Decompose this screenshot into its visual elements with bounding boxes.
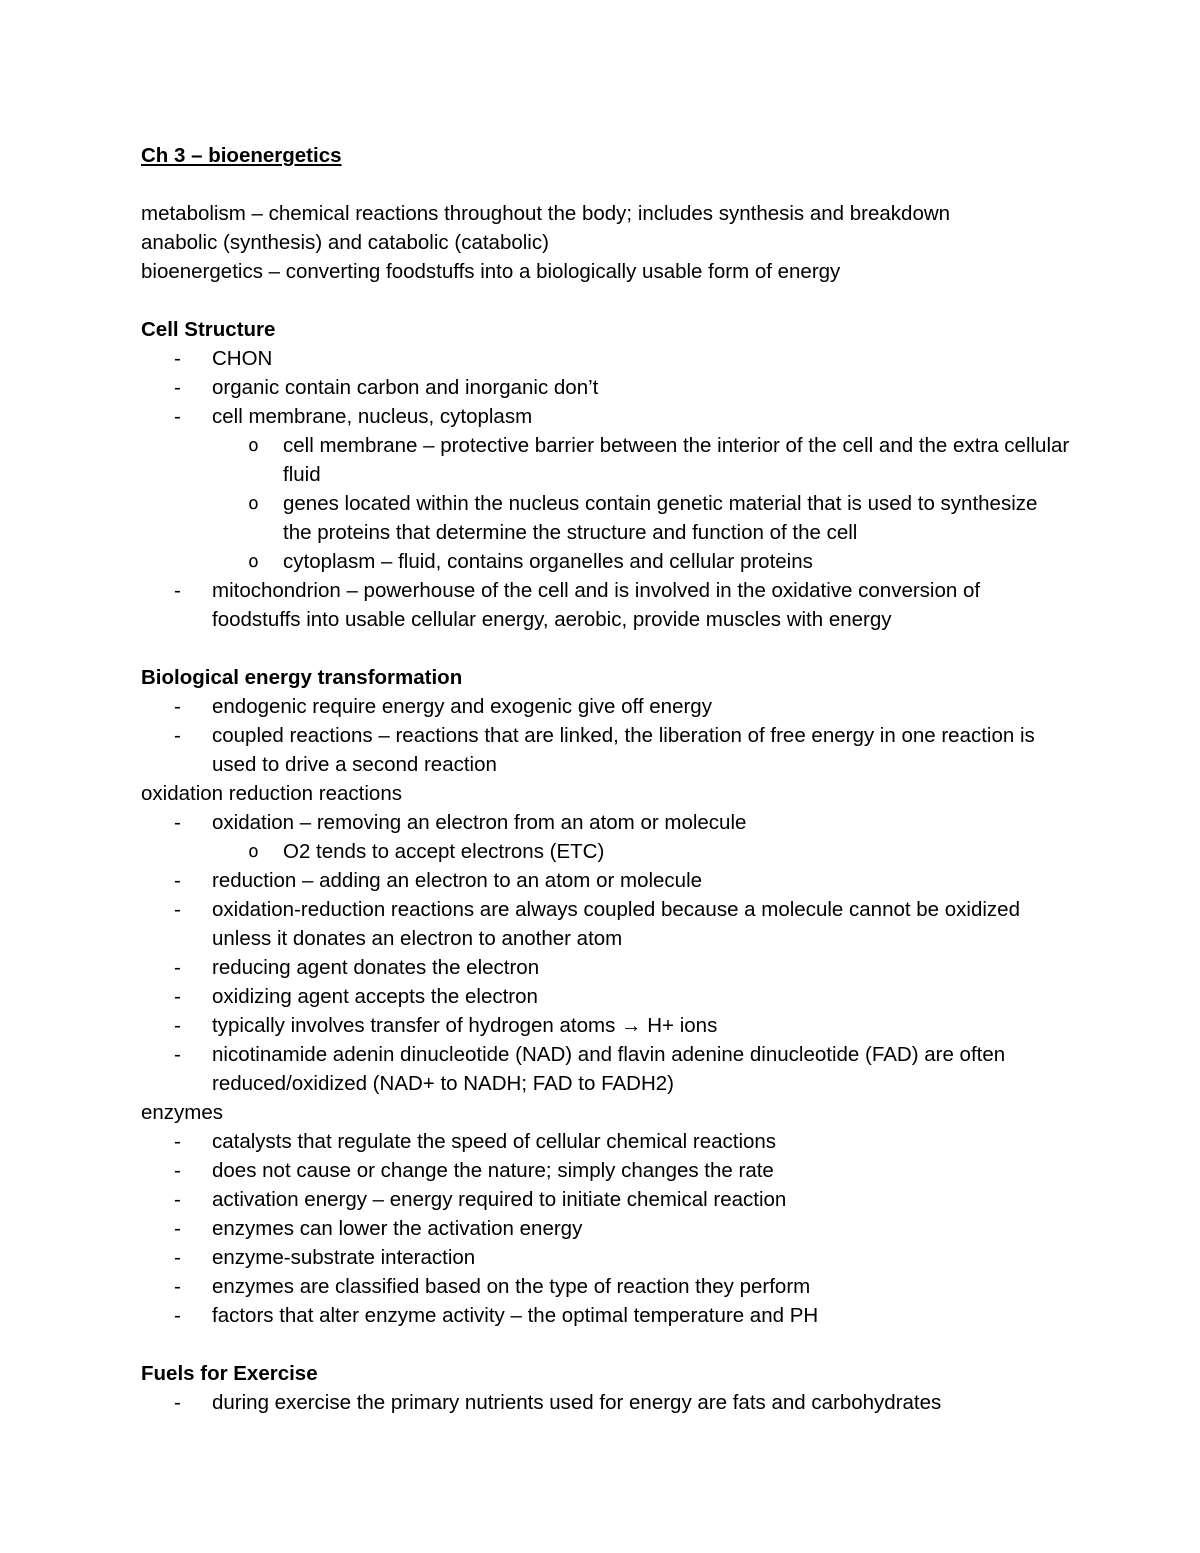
- circle-bullet: o: [248, 551, 259, 572]
- dash-bullet: -: [174, 956, 181, 979]
- dash-bullet: -: [174, 1304, 181, 1327]
- dash-bullet: -: [174, 1391, 181, 1414]
- dash-bullet: -: [174, 1043, 181, 1066]
- intro-line-anabolic: anabolic (synthesis) and catabolic (catabolic): [141, 231, 549, 254]
- dash-bullet: -: [174, 1188, 181, 1211]
- sub-list-item: o cytoplasm – fluid, contains organelles and cellular proteins: [141, 547, 1071, 576]
- list-item: - during exercise the primary nutrients used for energy are fats and carbohydrates: [141, 1388, 1071, 1417]
- intro-line-bioenergetics: bioenergetics – converting foodstuffs into a biologically usable form of energy: [141, 260, 841, 283]
- sub-list-item: o cell membrane – protective barrier between the interior of the cell and the extra cellular fluid: [141, 431, 1071, 489]
- list-item: - reduction – adding an electron to an atom or molecule: [141, 866, 1071, 895]
- list-item: - oxidizing agent accepts the electron: [141, 982, 1071, 1011]
- list-item: - typically involves transfer of hydrogen atoms → H+ ions: [141, 1011, 1071, 1040]
- dash-bullet: -: [174, 1275, 181, 1298]
- list-item: - CHON: [141, 344, 1071, 373]
- dash-bullet: -: [174, 985, 181, 1008]
- list-item: - organic contain carbon and inorganic don’t: [141, 373, 1071, 402]
- list-item: - nicotinamide adenin dinucleotide (NAD) and flavin adenine dinucleotide (FAD) are often reduced/oxidized (NAD+ to NADH; FAD to FADH2): [141, 1040, 1071, 1098]
- dash-bullet: -: [174, 695, 181, 718]
- intro-line-metabolism: metabolism – chemical reactions throughout the body; includes synthesis and breakdown: [141, 202, 951, 225]
- circle-bullet: o: [248, 493, 259, 514]
- document-body: [141, 141, 1071, 1417]
- dash-bullet: -: [174, 1217, 181, 1240]
- list-item: - coupled reactions – reactions that are linked, the liberation of free energy in one reaction is used to drive a second reaction: [141, 721, 1071, 779]
- list-item: - endogenic require energy and exogenic give off energy: [141, 692, 1071, 721]
- dash-bullet: -: [174, 1246, 181, 1269]
- dash-bullet: -: [174, 1159, 181, 1182]
- section-heading-biological-energy: Biological energy transformation: [141, 666, 463, 689]
- list-item: - catalysts that regulate the speed of cellular chemical reactions: [141, 1127, 1071, 1156]
- sub-list-item: o genes located within the nucleus contain genetic material that is used to synthesize the proteins that determine the structure and function of the cell: [141, 489, 1071, 547]
- dash-bullet: -: [174, 724, 181, 747]
- circle-bullet: o: [248, 435, 259, 456]
- section-heading-enzymes: enzymes: [141, 1101, 224, 1124]
- section-heading-cell-structure: Cell Structure: [141, 318, 276, 341]
- list-item: - factors that alter enzyme activity – the optimal temperature and PH: [141, 1301, 1071, 1330]
- list-item: - activation energy – energy required to initiate chemical reaction: [141, 1185, 1071, 1214]
- dash-bullet: -: [174, 1014, 181, 1037]
- list-item: - oxidation – removing an electron from an atom or molecule: [141, 808, 1071, 837]
- dash-bullet: -: [174, 405, 181, 428]
- dash-bullet: -: [174, 376, 181, 399]
- dash-bullet: -: [174, 811, 181, 834]
- list-item: - enzymes are classified based on the type of reaction they perform: [141, 1272, 1071, 1301]
- list-item: - cell membrane, nucleus, cytoplasm: [141, 402, 1071, 431]
- section-heading-oxidation-reduction: oxidation reduction reactions: [141, 782, 402, 805]
- dash-bullet: -: [174, 869, 181, 892]
- list-item: - enzyme-substrate interaction: [141, 1243, 1071, 1272]
- dash-bullet: -: [174, 347, 181, 370]
- page-title: Ch 3 – bioenergetics: [141, 144, 342, 167]
- circle-bullet: o: [248, 841, 259, 862]
- sub-list-item: o O2 tends to accept electrons (ETC): [141, 837, 1071, 866]
- list-item: - mitochondrion – powerhouse of the cell and is involved in the oxidative conversion of foodstuffs into usable cellular energy, aerobic, provide muscles with energy: [141, 576, 1071, 634]
- list-item: - reducing agent donates the electron: [141, 953, 1071, 982]
- list-item: - does not cause or change the nature; simply changes the rate: [141, 1156, 1071, 1185]
- dash-bullet: -: [174, 898, 181, 921]
- list-item: - oxidation-reduction reactions are always coupled because a molecule cannot be oxidized unless it donates an electron to another atom: [141, 895, 1071, 953]
- dash-bullet: -: [174, 1130, 181, 1153]
- list-item: - enzymes can lower the activation energy: [141, 1214, 1071, 1243]
- section-heading-fuels-for-exercise: Fuels for Exercise: [141, 1362, 318, 1385]
- dash-bullet: -: [174, 579, 181, 602]
